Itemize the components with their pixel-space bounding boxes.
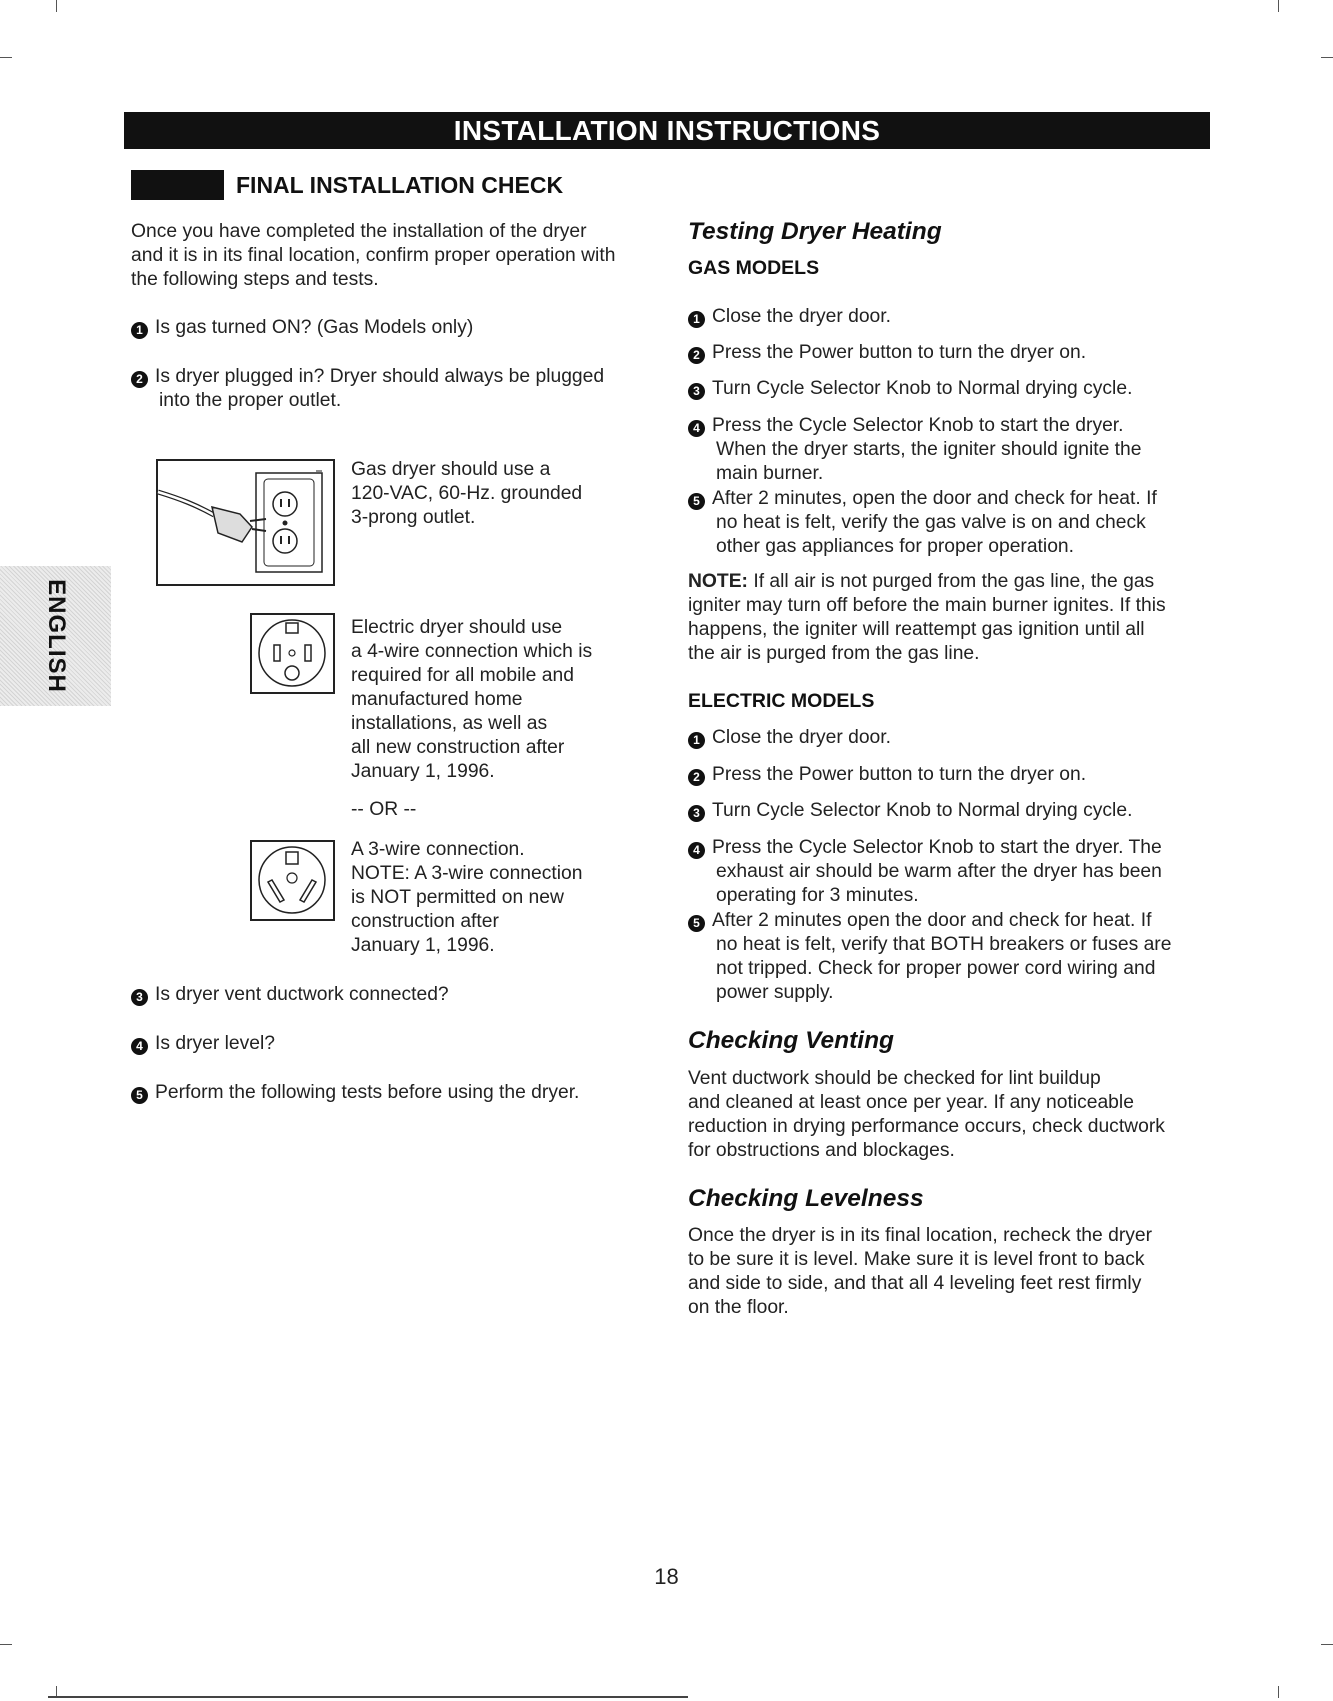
- four-wire-outlet-illustration: [250, 613, 335, 694]
- gas-test-step: [688, 377, 1132, 401]
- text-line: NOTE: A 3-wire connection: [351, 863, 583, 884]
- step-text: Is dryer vent ductwork connected?: [155, 984, 449, 1005]
- text-line: 120-VAC, 60-Hz. grounded: [351, 483, 583, 504]
- gas-test-step: [688, 305, 891, 329]
- text-line: a 4-wire connection which is: [351, 641, 593, 662]
- step-text: After 2 minutes open the door and check for heat. If: [712, 910, 1152, 931]
- step-text: Turn Cycle Selector Knob to Normal drying cycle.: [712, 378, 1133, 399]
- step-text: Close the dryer door.: [712, 727, 891, 748]
- text-line: Once you have completed the installation of the dryer: [131, 221, 587, 242]
- text-line: and it is in its final location, confirm proper operation with: [131, 245, 616, 266]
- crop-mark: [0, 1644, 12, 1645]
- gas-models-heading: GAS MODELS: [688, 257, 820, 279]
- step-number: 5: [131, 1087, 148, 1104]
- four-wire-text: [351, 616, 592, 784]
- text-line: all new construction after: [351, 737, 565, 758]
- text-line: January 1, 1996.: [351, 935, 495, 956]
- text-line: to be sure it is level. Make sure it is level front to back: [688, 1249, 1145, 1270]
- note-label: NOTE:: [688, 571, 748, 592]
- step-text: no heat is felt, verify that BOTH breakers or fuses are: [716, 934, 1172, 955]
- levelness-heading: Checking Levelness: [688, 1185, 924, 1212]
- step-text: Press the Power button to turn the dryer on.: [712, 764, 1087, 785]
- gas-outlet-plug-illustration: [156, 459, 335, 586]
- or-separator: -- OR --: [351, 799, 417, 820]
- text-line: and cleaned at least once per year. If any noticeable: [688, 1092, 1134, 1113]
- step-text: not tripped. Check for proper power cord wiring and: [716, 958, 1156, 979]
- step-number: 4: [688, 420, 705, 437]
- step-text: other gas appliances for proper operation.: [716, 536, 1075, 557]
- step-text: When the dryer starts, the igniter should ignite the: [716, 439, 1142, 460]
- gas-outlet-text: [351, 458, 582, 530]
- step-text: Is dryer level?: [155, 1033, 276, 1054]
- note-text: happens, the igniter will reattempt gas ignition until all: [688, 619, 1145, 640]
- note-text: If all air is not purged from the gas line, the gas: [747, 571, 1155, 592]
- section-title: FINAL INSTALLATION CHECK: [236, 172, 564, 198]
- step-number: 3: [131, 989, 148, 1006]
- step-number: 1: [688, 732, 705, 749]
- step-text: After 2 minutes, open the door and check for heat. If: [712, 488, 1157, 509]
- step-text: Is gas turned ON? (Gas Models only): [155, 317, 474, 338]
- crop-mark: [0, 57, 12, 58]
- text-line: is NOT permitted on new: [351, 887, 564, 908]
- step-number: 2: [131, 371, 148, 388]
- three-wire-text: [351, 838, 582, 958]
- language-tab-label: ENGLISH: [43, 579, 70, 693]
- step-number: 1: [688, 311, 705, 328]
- gas-test-step: [688, 341, 1086, 365]
- step-number: 3: [688, 383, 705, 400]
- electric-models-heading: ELECTRIC MODELS: [688, 690, 875, 712]
- text-line: Gas dryer should use a: [351, 459, 551, 480]
- step-number: 4: [688, 842, 705, 859]
- check-step: [131, 1032, 275, 1056]
- step-text: Perform the following tests before using the dryer.: [155, 1082, 580, 1103]
- text-line: Vent ductwork should be checked for lint buildup: [688, 1068, 1101, 1089]
- step-text: Close the dryer door.: [712, 306, 891, 327]
- electric-test-step: [688, 909, 1171, 1005]
- electric-test-step: [688, 799, 1132, 823]
- crop-mark: [1278, 0, 1279, 12]
- step-number: 5: [688, 915, 705, 932]
- venting-heading: Checking Venting: [688, 1027, 895, 1054]
- testing-heading: Testing Dryer Heating: [688, 218, 942, 245]
- electric-test-step: [688, 763, 1086, 787]
- step-text: Is dryer plugged in? Dryer should always be plugged: [155, 366, 605, 387]
- step-number: 1: [131, 322, 148, 339]
- text-line: A 3-wire connection.: [351, 839, 525, 860]
- step-text: power supply.: [716, 982, 834, 1003]
- step-number: 2: [688, 347, 705, 364]
- text-line: Electric dryer should use: [351, 617, 563, 638]
- step-number: 5: [688, 493, 705, 510]
- electric-test-step: [688, 836, 1162, 908]
- text-line: Once the dryer is in its final location, recheck the dryer: [688, 1225, 1153, 1246]
- step-text: Press the Cycle Selector Knob to start the dryer.: [712, 415, 1124, 436]
- text-line: January 1, 1996.: [351, 761, 495, 782]
- check-step: [131, 983, 449, 1007]
- step-text: main burner.: [716, 463, 824, 484]
- text-line: and side to side, and that all 4 leveling feet rest firmly: [688, 1273, 1142, 1294]
- crop-mark: [1321, 57, 1333, 58]
- text-line: for obstructions and blockages.: [688, 1140, 955, 1161]
- check-step: [131, 365, 604, 413]
- page-header: INSTALLATION INSTRUCTIONS: [124, 112, 1210, 149]
- step-number: 4: [131, 1038, 148, 1055]
- text-line: required for all mobile and: [351, 665, 574, 686]
- step-number: 2: [688, 769, 705, 786]
- note-text: the air is purged from the gas line.: [688, 643, 980, 664]
- electric-test-step: [688, 726, 891, 750]
- text-line: installations, as well as: [351, 713, 548, 734]
- step-text: Press the Cycle Selector Knob to start the dryer. The: [712, 837, 1162, 858]
- footer-rule: [48, 1696, 688, 1698]
- step-text: into the proper outlet.: [159, 390, 342, 411]
- text-line: reduction in drying performance occurs, check ductwork: [688, 1116, 1165, 1137]
- gas-test-step: [688, 414, 1142, 486]
- step-text: Press the Power button to turn the dryer on.: [712, 342, 1087, 363]
- check-step: [131, 1081, 579, 1105]
- section-marker: [131, 170, 224, 200]
- text-line: manufactured home: [351, 689, 523, 710]
- gas-test-step: [688, 487, 1157, 559]
- levelness-paragraph: [688, 1224, 1152, 1320]
- gas-note: [688, 570, 1166, 666]
- crop-mark: [1321, 1644, 1333, 1645]
- step-text: no heat is felt, verify the gas valve is on and check: [716, 512, 1146, 533]
- step-text: exhaust air should be warm after the dryer has been: [716, 861, 1162, 882]
- note-text: igniter may turn off before the main burner ignites. If this: [688, 595, 1166, 616]
- intro-paragraph: [131, 220, 615, 292]
- text-line: the following steps and tests.: [131, 269, 379, 290]
- text-line: 3-prong outlet.: [351, 507, 476, 528]
- check-step: [131, 316, 473, 340]
- three-wire-outlet-illustration: [250, 840, 335, 921]
- text-line: on the floor.: [688, 1297, 789, 1318]
- step-text: Turn Cycle Selector Knob to Normal drying cycle.: [712, 800, 1133, 821]
- venting-paragraph: [688, 1067, 1165, 1163]
- step-text: operating for 3 minutes.: [716, 885, 919, 906]
- crop-mark: [56, 0, 57, 12]
- text-line: construction after: [351, 911, 499, 932]
- page-number: 18: [654, 1564, 679, 1589]
- step-number: 3: [688, 805, 705, 822]
- crop-mark: [1278, 1686, 1279, 1698]
